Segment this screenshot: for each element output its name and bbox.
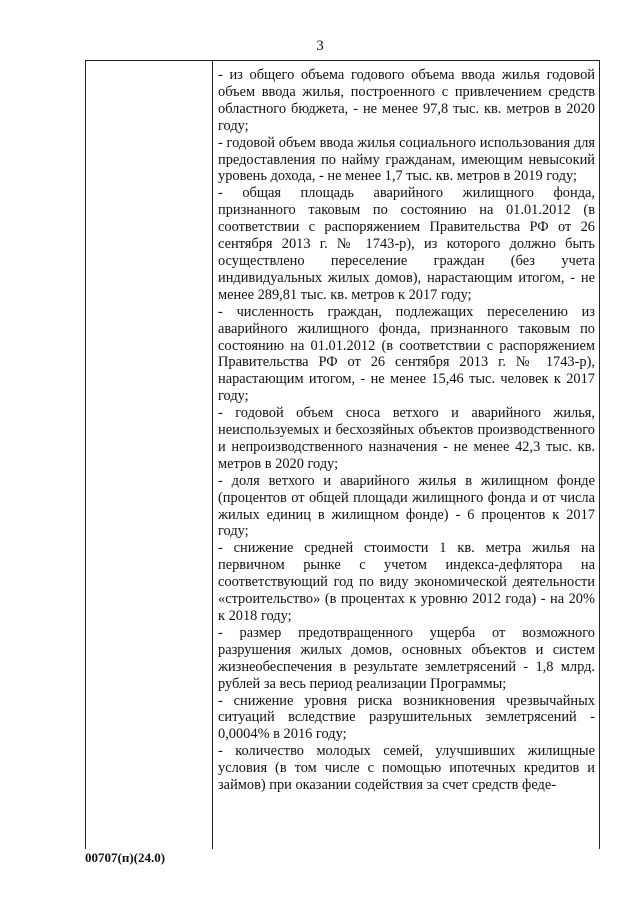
document-table (85, 60, 600, 849)
document-code: 00707(п)(24.0) (85, 850, 166, 865)
list-item: - численность граждан, подлежащих переселению из аварийного жилищного фонда, признанного таковым по состоянию на 01.01.2012 (в соответствии с распоряжением Правительства РФ от 26 сентября 2013 г. № 1743-р), нарастающим итогом, - не менее 15,46 тыс. человек к 2017 году; (218, 303, 595, 405)
list-item: - снижение средней стоимости 1 кв. метра жилья на первичном рынке с учетом индекса-дефлятора на соответствующий год по виду экономической деятельности «строительство» (в процентах к уровню 2012 года) - на 20% к 2018 году; (218, 540, 595, 624)
list-item: - годовой объем сноса ветхого и аварийного жилья, неиспользуемых и бесхозяйных объектов производственного и непроизводственного назначения - не менее 42,3 тыс. кв. метров в 2020 году; (218, 405, 595, 472)
table-left-cell (86, 61, 213, 849)
list-item: - доля ветхого и аварийного жилья в жилищном фонде (процентов от общей площади жилищного фонда и от числа жилых единиц в жилищном фонде) - 6 процентов к 2017 году; (218, 472, 595, 540)
page-number: 3 (316, 38, 324, 54)
list-item: - снижение уровня риска возникновения чрезвычайных ситуаций вследствие разрушительных землетрясений - 0,0004% в 2016 году; (218, 692, 595, 743)
list-item: - количество молодых семей, улучшивших жилищные условия (в том числе с помощью ипотечных кредитов и займов) при оказании содействия за счет средств феде- (218, 743, 595, 794)
table-right-cell (213, 61, 599, 849)
list-item: - общая площадь аварийного жилищного фонда, признанного таковым по состоянию на 01.01.2012 (в соответствии с распоряжением Правительства РФ от 26 сентября 2013 г. № 1743-р), из которого должно быть осуществлено переселение граждан (без учета индивидуальных жилых домов), нарастающим итогом, - не менее 289,81 тыс. кв. метров к 2017 году; (218, 185, 595, 303)
list-item: - размер предотвращенного ущерба от возможного разрушения жилых домов, основных объектов и систем жизнеобеспечения в результате землетрясений - 1,8 млрд. рублей за весь период реализации Программы; (218, 624, 595, 692)
list-item: - годовой объем ввода жилья социального использования для предоставления по найму гражданам, имеющим невысокий уровень дохода, - не менее 1,7 тыс. кв. метров в 2019 году; (218, 134, 595, 185)
list-item: - из общего объема годового объема ввода жилья годовой объем ввода жилья, построенного с привлечением средств областного бюджета, - не менее 97,8 тыс. кв. метров в 2020 году; (218, 67, 595, 134)
